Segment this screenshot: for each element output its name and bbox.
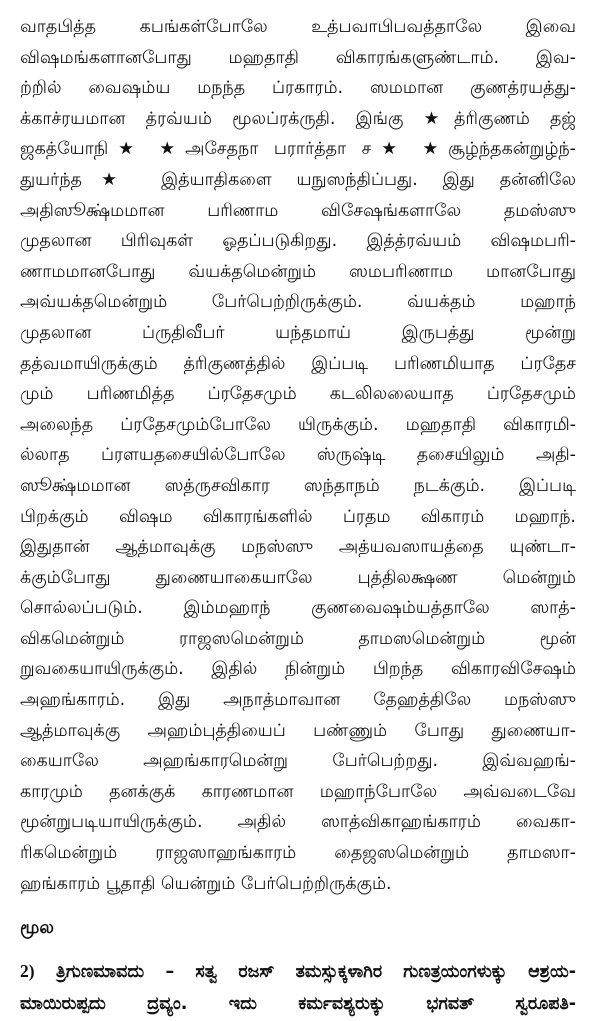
tamil-commentary-paragraph: [20, 12, 576, 899]
text-line: க்கும்போது துணையாகையாலே புத்திலக்ஷண மென்றும்: [20, 567, 576, 588]
text-line: அலைந்த ப்ரதேசமும்போலே யிருக்கும். மஹதாதி விகாரமி-: [20, 414, 576, 435]
text-line: விஷமங்களானபோது மஹதாதி விகாரங்களுண்டாம். இவ-: [20, 47, 576, 68]
section-heading: மூல: [20, 918, 54, 939]
text-line: ரிகமென்றும் ராஜஸாஹங்காரம் தைஜஸமென்றும் தாமஸா-: [20, 843, 576, 864]
text-line: காரமும் தனக்குக் காரணமான மஹாந்போலே அவ்வடைவே: [20, 781, 576, 802]
text-line: முதலான ப்ருதிவீபர் யந்தமாய் இருபத்து மூன்று: [20, 322, 576, 343]
text-line: பிறக்கும் விஷம விகாரங்களில் ப்ரதம விகாரம் மஹாந்.: [20, 506, 576, 527]
text-line: ற்றில் வைஷம்ய மநந்த ப்ரகாரம். ஸமமான குணத்ரயத்து-: [20, 78, 576, 99]
text-line: ல்லாத ப்ரளயதசையில்போலே ஸ்ருஷ்டி தசையிலும் அதி-: [20, 445, 576, 466]
document-page: [20, 12, 576, 1021]
text-line: இதுதான் ஆத்மாவுக்கு மநஸ்ஸு அத்யவஸாயத்தை யுண்டா-: [20, 537, 576, 558]
text-line: துயர்ந்த★ இத்யாதிகளை யநுஸந்திப்பது. இது தன்னிலே: [20, 169, 576, 190]
text-line: ஸூக்ஷ்மமான ஸத்ருசவிகார ஸந்தாநம் நடக்கும். இப்படி: [20, 475, 576, 496]
text-line: க்காச்ரயமான த்ரவ்யம் மூலப்ரக்ருதி. இங்கு ★த்ரிகுணம் தஜ்: [20, 108, 576, 129]
paragraph-number: 2): [20, 961, 35, 982]
text-line: ணாமமானபோது வ்யக்தமென்றும் ஸமபரிணாம மானபோது: [20, 261, 576, 282]
text-line: கையாலே அஹங்காரமென்று பேர்பெற்றது. இவ்வஹங்-: [20, 751, 576, 772]
text-line: முதலான பிரிவுகள் ஓதப்படுகிறது. இத்த்ரவ்யம் விஷமபரி-: [20, 231, 576, 252]
text-line: அவ்யக்தமென்றும் பேர்பெற்றிருக்கும். வ்யக்தம் மஹாந்: [20, 292, 576, 313]
text-line: ஆத்மாவுக்கு அஹம்புத்தியைப் பண்ணும் போது துணையா-: [20, 720, 576, 741]
text-line: மும் பரிணமித்த ப்ரதேசமும் கடலிலலையாத ப்ரதேசமும்: [20, 384, 576, 405]
text-line: வாதபித்த கபங்கள்போலே உத்பவாபிபவத்தாலே இவை: [20, 17, 576, 37]
text-line: விகமென்றும் ராஜஸமென்றும் தாமஸமென்றும் மூன்: [20, 628, 576, 649]
kannada-mula-paragraph: [20, 955, 576, 1021]
text-line: அஹங்காரம். இது அநாத்மாவான தேஹத்திலே மநஸ்ஸு: [20, 690, 576, 711]
text-line: றுவகையாயிருக்கும். இதில் நின்றும் பிறந்த விகாரவிசேஷம்: [20, 659, 576, 680]
text-line: சொல்லப்படும். இம்மஹாந் குணவைஷம்யத்தாலே ஸாத்-: [20, 598, 576, 619]
text-line: தத்வமாயிருக்கும் த்ரிகுணத்தில் இப்படி பரிணமியாத ப்ரதேச: [20, 353, 576, 374]
text-line: ஜகத்யோநி★ ★அசேதநா பரார்த்தா ச★ ★சூழ்ந்தகன்றுழ்ந்-: [20, 139, 576, 160]
text-line: ஹங்காரம் பூதாதி யென்றும் பேர்பெற்றிருக்கும்.: [20, 873, 392, 894]
text-line: மூன்றுபடியாயிருக்கும். அதில் ஸாத்விகாஹங்காரம் வைகா-: [20, 812, 576, 833]
text-line: [20, 955, 576, 988]
text-line: அதிஸூக்ஷ்மமான பரிணாம விசேஷங்களாலே தமஸ்ஸு: [20, 200, 576, 221]
text-line: ಮಾಯಿರುಪ್ಪದು ದ್ರವ್ಯಂ. ಇದು ಕರ್ಮವಶ್ಯರುಕ್ಕು ಭಗವತ್ ಸ್ವರೂಪತಿ-: [20, 994, 576, 1015]
text-line-content: ತ್ರಿಗುಣಮಾವದು – ಸತ್ವ ರಜಸ್ ತಮಸ್ಸುಕ್ಕಳಾಗಿರ ಗುಣತ್ರಯಂಗಳುಕ್ಕು ಆಶ್ರಯ-: [55, 962, 576, 983]
